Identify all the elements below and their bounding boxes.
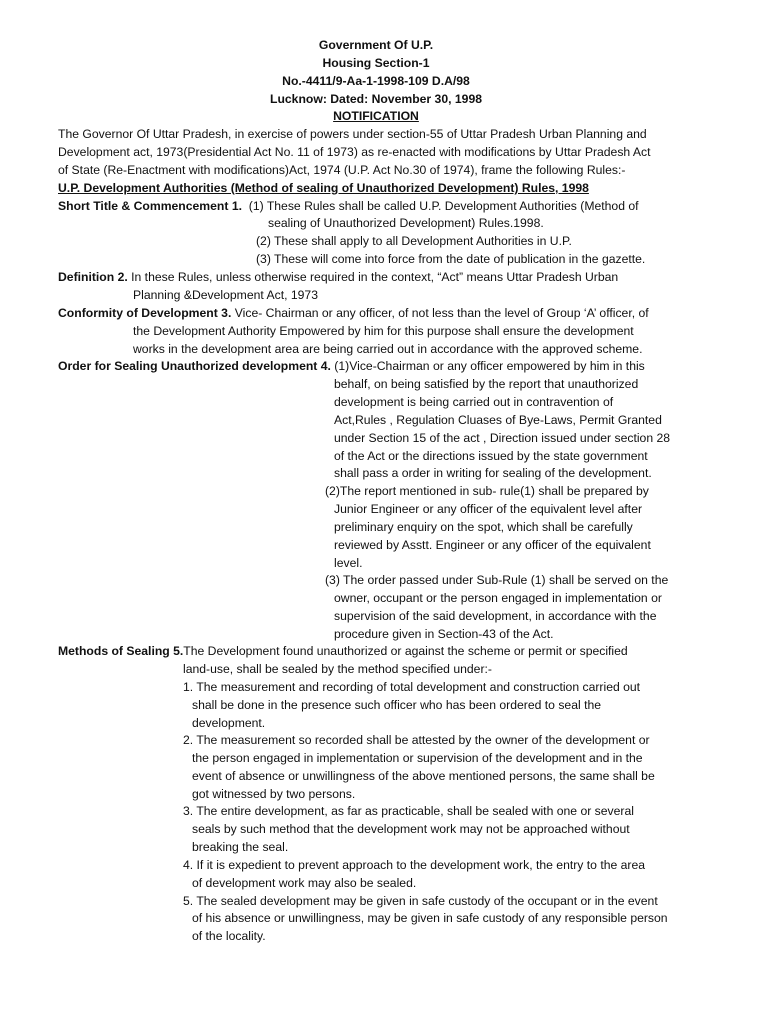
- rule-4-sub-3-line: procedure given in Section-43 of the Act.: [334, 627, 554, 641]
- rule-1-clause-2: (2) These shall apply to all Development Authorities in U.P.: [256, 234, 572, 248]
- rule-4-sub-1-line: (1)Vice-Chairman or any officer empowered by him in this: [330, 359, 645, 373]
- rule-4-sub-3-line: (3) The order passed under Sub-Rule (1) shall be served on the: [325, 573, 669, 587]
- rule-2-text-1: In these Rules, unless otherwise required in the context, “Act” means Uttar Pradesh Urban: [127, 270, 619, 284]
- method-item-3: 3. The entire development, as far as practicable, shall be sealed with one or several: [183, 804, 634, 818]
- rule-1-clause-1b: sealing of Unauthorized Development) Rules.1998.: [268, 216, 544, 230]
- rule-5-text-1: The Development found unauthorized or against the scheme or permit or specified: [183, 644, 628, 658]
- rule-3-line-1: [58, 305, 649, 323]
- method-item-5: 5. The sealed development may be given in safe custody of the occupant or in the event: [183, 894, 658, 908]
- rule-3-text-2: the Development Authority Empowered by him for this purpose shall ensure the development: [133, 324, 634, 338]
- notification-title: NOTIFICATION: [333, 109, 419, 123]
- intro-line-1: The Governor Of Uttar Pradesh, in exercise of powers under section-55 of Uttar Pradesh Urban Planning and: [58, 127, 647, 141]
- rule-4-sub-2-line: (2)The report mentioned in sub- rule(1) shall be prepared by: [325, 484, 649, 498]
- rule-4-sub-1-line: behalf, on being satisfied by the report that unauthorized: [334, 377, 639, 391]
- rule-5-line-1: [58, 643, 628, 661]
- method-item-4: 4. If it is expedient to prevent approach to the development work, the entry to the area: [183, 858, 646, 872]
- method-item-3: seals by such method that the development work may not be approached without: [192, 822, 630, 836]
- method-item-2: event of absence or unwillingness of the above mentioned persons, the same shall be: [192, 769, 655, 783]
- rule-4-sub-3-line: owner, occupant or the person engaged in implementation or: [334, 591, 662, 605]
- rule-5-text-2: land-use, shall be sealed by the method specified under:-: [183, 662, 492, 676]
- method-item-3: breaking the seal.: [192, 840, 289, 854]
- header-government: Government Of U.P.: [318, 38, 434, 52]
- method-item-4: of development work may also be sealed.: [192, 876, 417, 890]
- intro-line-2: Development act, 1973(Presidential Act No. 11 of 1973) as re-enacted with modifications by Uttar Pradesh Act: [58, 145, 651, 159]
- rule-4-sub-2-line: reviewed by Asstt. Engineer or any officer of the equivalent: [334, 538, 651, 552]
- rule-3-text-3: works in the development area are being carried out in accordance with the approved scheme.: [133, 342, 643, 356]
- rule-4-sub-1-line: shall pass a order in writing for sealing of the development.: [334, 466, 652, 480]
- rule-3-heading: Conformity of Development 3.: [58, 306, 232, 320]
- rule-4-sub-1-line: Act,Rules , Regulation Cluases of Bye-Laws, Permit Granted: [334, 413, 662, 427]
- rule-4-sub-2-line: Junior Engineer or any officer of the equivalent level after: [334, 502, 643, 516]
- rule-5-heading: Methods of Sealing 5.: [58, 644, 184, 658]
- intro-line-3: of State (Re-Enactment with modifications)Act, 1974 (U.P. Act No.30 of 1974), frame the following Rules:-: [58, 163, 626, 177]
- rule-1-clause-3: (3) These will come into force from the date of publication in the gazette.: [256, 252, 646, 266]
- rule-1-line-1: [58, 198, 639, 216]
- rule-4-sub-2-line: level.: [334, 556, 363, 570]
- rules-title: U.P. Development Authorities (Method of sealing of Unauthorized Development) Rules, 1998: [58, 181, 589, 195]
- method-item-5: of the locality.: [192, 929, 266, 943]
- method-item-2: 2. The measurement so recorded shall be attested by the owner of the development or: [183, 733, 650, 747]
- rule-1-heading: Short Title & Commencement 1.: [58, 199, 242, 213]
- header-date: Lucknow: Dated: November 30, 1998: [270, 92, 482, 106]
- rule-2-line-1: [58, 269, 618, 287]
- rule-4-sub-1-line: under Section 15 of the act , Direction issued under section 28: [334, 431, 671, 445]
- rule-4-sub-2-line: preliminary enquiry on the spot, which shall be carefully: [334, 520, 633, 534]
- method-item-1: 1. The measurement and recording of total development and construction carried out: [183, 680, 641, 694]
- rule-4-sub-3-line: supervision of the said development, in accordance with the: [334, 609, 657, 623]
- rule-2-text-2: Planning &Development Act, 1973: [133, 288, 318, 302]
- rule-4-line-1: [58, 358, 645, 376]
- rule-2-heading: Definition 2.: [58, 270, 128, 284]
- header-number: No.-4411/9-Aa-1-1998-109 D.A/98: [282, 74, 470, 88]
- method-item-1: shall be done in the presence such officer who has been ordered to seal the: [192, 698, 602, 712]
- method-item-5: of his absence or unwillingness, may be given in safe custody of any responsible person: [192, 911, 668, 925]
- method-item-2: the person engaged in implementation or supervision of the development and in the: [192, 751, 643, 765]
- method-item-2: got witnessed by two persons.: [192, 787, 356, 801]
- rule-3-text-1: Vice- Chairman or any officer, of not less than the level of Group ‘A’ officer, of: [231, 306, 649, 320]
- header-section: Housing Section-1: [322, 56, 430, 70]
- method-item-1: development.: [192, 716, 266, 730]
- rule-4-heading: Order for Sealing Unauthorized development 4.: [58, 359, 331, 373]
- rule-4-sub-1-line: development is being carried out in contravention of: [334, 395, 614, 409]
- rule-4-sub-1-line: of the Act or the directions issued by the state government: [334, 449, 648, 463]
- rule-1-clause-1a: (1) These Rules shall be called U.P. Development Authorities (Method of: [248, 199, 639, 213]
